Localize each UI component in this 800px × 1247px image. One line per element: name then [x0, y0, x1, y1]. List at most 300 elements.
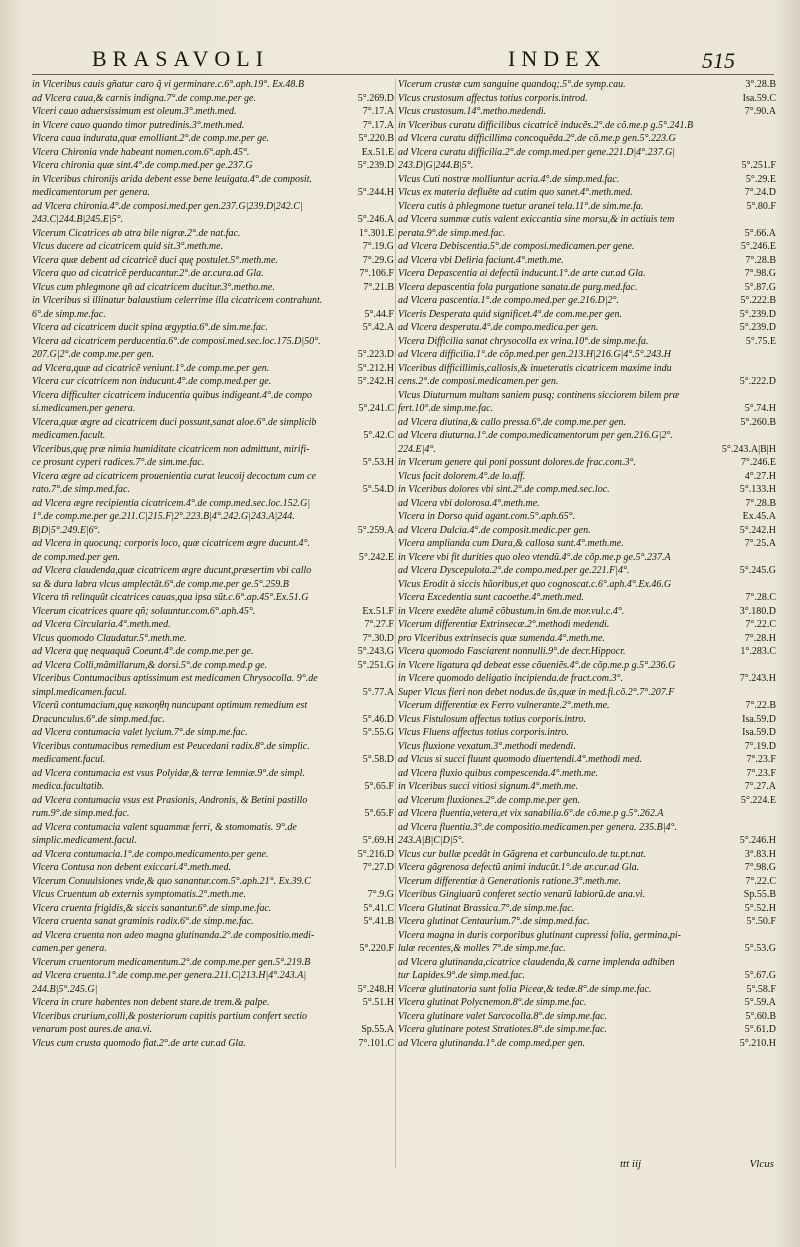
index-entry — [398, 92, 776, 106]
entry-text: rum.9°.de simp.med.fac. — [32, 808, 130, 819]
entry-reference: 5°.223.D — [357, 349, 394, 360]
index-entry — [398, 794, 776, 808]
index-entry — [398, 146, 776, 160]
entry-reference: Ex.51.E — [361, 146, 394, 158]
entry-text: ad Vlcera Debiscentia.5°.de composi.medicamen.per gene. — [398, 241, 635, 252]
entry-text: ad Vlcera vbi dolorosa.4°.meth.me. — [398, 497, 540, 509]
index-entry — [398, 362, 776, 376]
index-entry — [32, 888, 394, 902]
index-entry — [32, 200, 394, 214]
index-entry — [398, 254, 776, 268]
index-column-left — [32, 78, 394, 1050]
index-entry — [32, 564, 394, 578]
entry-reference: Ex.51.F — [362, 605, 394, 617]
entry-text: in Vlcere ligatura qd debeat esse cõueniẽs.4°.de cõp.me.p g.5°.236.G — [398, 659, 676, 671]
entry-text: Vlcera cutis à phlegmone tuetur aranei tela.11°.de sim.me.fa. — [398, 200, 644, 212]
entry-text: in Vlcere vbi fit durities quo oleo vtendũ.4°.de cõp.me.p ge.5°.237.A — [398, 551, 671, 563]
entry-text: si.medicamen.per genera. — [32, 403, 136, 414]
entry-reference: 7°.243.H — [739, 673, 776, 684]
entry-reference: 5°.58.F — [746, 983, 776, 995]
entry-reference: 5°.51.H — [362, 997, 394, 1008]
index-entry — [32, 929, 394, 943]
entry-text: Vlcus crustosum affectus totius corporis.introd. — [398, 92, 588, 104]
entry-text: in Vlceribus curatu difficilibus cicatricẽ inducẽs.2°.de cõ.me.p g.5°.241.B — [398, 119, 694, 131]
entry-text: camen.per genera. — [32, 943, 107, 954]
index-entry — [32, 848, 394, 862]
entry-reference: Sp.55.A — [361, 1024, 394, 1035]
entry-reference: 7°.27.A — [744, 781, 776, 792]
index-entry — [398, 551, 776, 565]
entry-text: Vlcera in crure habentes non debent stare.de trem.& palpe. — [32, 997, 270, 1008]
entry-text: venarum post aures.de ana.vi. — [32, 1024, 153, 1035]
index-entry — [32, 294, 394, 308]
entry-text: ad Vlcera glutinanda,cicatrice claudenda,& carne implenda adhiben — [398, 956, 675, 968]
index-entry — [32, 321, 394, 335]
entry-text: in Vlceribus chironijs arida debent esse bene leuigata.4°.de composit. — [32, 173, 312, 185]
index-entry — [398, 524, 776, 538]
entry-text: Vlcera glutinare valet Sarcocolla.8°.de simp.me.fac. — [398, 1010, 608, 1022]
entry-text: ad Vlcera contumacia valet lycium.7°.de simp.me.fac. — [32, 727, 248, 738]
entry-text: Vlcerum Conuulsiones vnde,& quo sanantur.com.5°.aph.21°. Ex.39.C — [32, 875, 311, 887]
entry-text: Vlcerũ contumacium,quę κακοηθη nuncupant optimum remedium est — [32, 700, 308, 711]
entry-reference: 5°.59.A — [744, 997, 776, 1008]
entry-reference: 5°.251.G — [357, 659, 394, 671]
entry-reference: 5°.220.B — [358, 133, 394, 144]
index-entry — [398, 173, 776, 187]
entry-reference: 5°.243.A|B|H — [721, 443, 776, 455]
entry-reference: 5°.239.D — [739, 308, 776, 320]
entry-text: in Vlceribus succi vitiosi signum.4°.meth.me. — [398, 781, 579, 792]
index-entry — [398, 996, 776, 1010]
index-entry — [398, 281, 776, 295]
index-entry — [398, 335, 776, 349]
index-entry — [398, 105, 776, 119]
entry-text: Vlcerum Cicatrices ab atra bile nigræ.2°.de nat.fac. — [32, 227, 241, 239]
entry-reference: 5°.60.B — [745, 1010, 776, 1022]
entry-reference: 7°.22.C — [745, 619, 776, 630]
index-entry — [32, 537, 394, 551]
entry-text: Vlcera in Dorso quid agant.com.5°.aph.65°. — [398, 511, 576, 522]
entry-text: ad Vlcera claudenda,quæ cicatricem ægre ducunt,præsertim vbi callo — [32, 565, 312, 576]
index-entry — [32, 902, 394, 916]
index-entry — [32, 105, 394, 119]
entry-text: Vlcera Glutinat Brassica.7°.de simp.me.fac. — [398, 902, 575, 914]
entry-reference: 7°.98.G — [744, 268, 776, 279]
index-entry — [32, 470, 394, 484]
entry-reference: 5°.246.A — [357, 214, 394, 225]
entry-text: ad Vlcera contumacia vsus est Prasionis, Andronis, & Betini pastillo — [32, 794, 308, 806]
entry-text: ad Vlcera difficilia.1°.de cõp.med.per gen.213.H|216.G|4°.5°.243.H — [398, 349, 672, 360]
index-entry — [398, 416, 776, 430]
index-entry — [32, 794, 394, 808]
entry-reference: 3°.28.B — [745, 79, 776, 90]
entry-text: ad Vlcera vbi Deliria faciunt.4°.meth.me. — [398, 254, 564, 266]
entry-reference: 5°.239.D — [357, 160, 394, 171]
index-entry — [32, 821, 394, 835]
entry-text: Super Vlcus fieri non debet nodus.de ũs,quæ in med.fi.cõ.2°.7°.207.F — [398, 686, 675, 698]
index-entry — [398, 510, 776, 524]
index-entry — [32, 605, 394, 619]
index-entry — [32, 983, 394, 997]
entry-text: Vlcus quomodo Claudatur.5°.meth.me. — [32, 632, 187, 644]
entry-reference: 7°.27.F — [364, 619, 394, 630]
entry-reference: 5°.65.F — [364, 781, 394, 792]
entry-text: Vlcera ad cicatricem ducit spina ægyptia.6°.de sim.me.fac. — [32, 322, 268, 333]
entry-reference: 7°.29.G — [362, 254, 394, 266]
entry-reference: 3°.180.D — [739, 605, 776, 617]
index-entry — [32, 402, 394, 416]
entry-reference: 7°.24.D — [744, 187, 776, 198]
entry-text: ad Vlcera in quocunq; corporis loco, quæ cicatricem ægre ducunt.4°. — [32, 538, 311, 549]
entry-text: de comp.med.per gen. — [32, 551, 121, 563]
index-entry — [398, 645, 776, 659]
index-entry — [398, 929, 776, 943]
entry-reference: 5°.244.H — [357, 187, 394, 198]
index-entry — [398, 1037, 776, 1051]
index-entry — [398, 456, 776, 470]
index-entry — [32, 699, 394, 713]
entry-reference: 5°.42.A — [362, 322, 394, 333]
index-entry — [32, 969, 394, 983]
entry-text: Vlcera quo ad cicatricẽ perducantur.2°.de ar.cura.ad Gla. — [32, 268, 264, 279]
entry-reference: 7°.90.A — [744, 106, 776, 117]
entry-text: ad Vlcera chironia.4°.de composi.med.per gen.237.G|239.D|242.C| — [32, 200, 303, 212]
index-entry — [398, 1010, 776, 1024]
entry-text: ad Vlcus si succi fluunt quomodo diuertendi.4°.methodi med. — [398, 754, 642, 765]
index-entry — [32, 375, 394, 389]
entry-reference: 1°.301.E — [358, 227, 394, 239]
entry-reference: 5°.260.B — [740, 416, 776, 428]
index-entry — [32, 254, 394, 268]
entry-reference: 7°.23.F — [746, 754, 776, 765]
entry-reference: Isa.59.C — [742, 92, 776, 104]
entry-text: rato.7°.de simp.med.fac. — [32, 484, 130, 495]
entry-reference: 5°.29.E — [745, 173, 776, 185]
index-entry — [32, 956, 394, 970]
entry-reference: 5°.242.E — [358, 551, 394, 563]
index-entry — [32, 429, 394, 443]
index-entry — [32, 915, 394, 929]
entry-reference: 5°.74.H — [744, 403, 776, 414]
index-entry — [398, 564, 776, 578]
entry-text: Vlceribus difficillimis,callosis,& inueteratis cicatricem maxime indu — [398, 362, 672, 374]
entry-text: Vlcera cur cicatricem non inducunt.4°.de comp.med.per ge. — [32, 376, 272, 387]
entry-text: sa & dura labra vlcus amplectãt.6°.de comp.me.per ge.5°.259.B — [32, 578, 289, 590]
entry-text: Vlcera Excedentia sunt cacoethe.4°.meth.med. — [398, 592, 584, 603]
entry-text: lulæ recentes,& molles 7°.de simp.me.fac. — [398, 943, 566, 954]
entry-text: Vlcera Difficilia sanat chrysocolla ex vrina.10°.de simp.me.fa. — [398, 335, 649, 347]
entry-text: Vlcera ad cicatricem perducentia.6°.de composi.med.sec.loc.175.D|50°. — [32, 335, 321, 347]
entry-reference: 5°.42.C — [363, 430, 394, 441]
entry-reference: 7°.22.C — [745, 875, 776, 887]
entry-text: ad Vlcera quę nequaquã Coeunt.4°.de comp.me.per ge. — [32, 646, 254, 657]
entry-text: perata.9°.de simp.med.fac. — [398, 227, 506, 239]
entry-reference: 5°.80.F — [746, 200, 776, 212]
entry-reference: 7°.28.H — [744, 632, 776, 644]
index-entry — [398, 902, 776, 916]
signature-mark: ttt iij — [620, 1158, 642, 1170]
entry-text: Vlcus cum crusta quomodo fiat.2°.de arte cur.ad Gla. — [32, 1037, 246, 1049]
entry-reference: 5°.241.C — [358, 403, 394, 414]
entry-text: ad Vlcerum fluxiones.2°.de comp.me.per gen. — [398, 794, 581, 806]
entry-text: Vlcus ex materia defluẽte ad cutim quo sanet.4°.meth.med. — [398, 187, 633, 198]
index-entry — [398, 308, 776, 322]
entry-text: in Vlcere exedẽte alumẽ cõbustum.in 6m.de mor.vul.c.4°. — [398, 605, 625, 617]
index-entry — [398, 78, 776, 92]
entry-reference: 5°.220.F — [359, 943, 394, 954]
index-entry — [398, 240, 776, 254]
entry-reference: 3°.83.H — [744, 848, 776, 860]
index-entry — [32, 389, 394, 403]
entry-text: ad Vlcera fluentia.3°.de compositio.medicamen.per genera. 235.B|4°. — [398, 821, 678, 833]
index-entry — [398, 227, 776, 241]
index-entry — [32, 659, 394, 673]
index-entry — [32, 159, 394, 173]
entry-text: fert.10°.de simp.me.fac. — [398, 403, 494, 414]
entry-text: medicamentorum per genera. — [32, 187, 151, 198]
entry-reference: 5°.77.A — [362, 686, 394, 698]
index-entry — [32, 173, 394, 187]
entry-reference: 5°.46.D — [362, 713, 394, 725]
page-footer — [398, 1158, 776, 1174]
index-entry — [398, 821, 776, 835]
entry-reference: 7°.19.G — [362, 241, 394, 252]
index-entry — [398, 1023, 776, 1037]
entry-text: Vlcus Erodit à siccis hũoribus,et quo cognoscat.c.6°.aph.4°.Ex.46.G — [398, 578, 672, 590]
index-entry — [32, 335, 394, 349]
index-entry — [398, 294, 776, 308]
entry-text: in Vlceribus cauis gñatur caro q̃ vi germinare.c.6°.aph.19°. Ex.48.B — [32, 79, 304, 90]
index-entry — [398, 834, 776, 848]
entry-text: Vlcera cruenta frigidis,& siccis sanantur.6°.de simp.me.fac. — [32, 902, 272, 914]
entry-reference: 5°.58.D — [362, 754, 394, 765]
header-rule — [32, 74, 774, 75]
entry-text: Vlcera magna in duris corporibus glutinant cupressi folia, germina,pi- — [398, 929, 681, 941]
index-entry — [398, 119, 776, 133]
entry-reference: Isa.59.D — [742, 713, 776, 725]
entry-text: 1°.de comp.me.per ge.211.C|215.F|2°.223.B|4°.242.G|243.A|244. — [32, 511, 295, 522]
index-entry — [32, 308, 394, 322]
index-entry — [32, 524, 394, 538]
entry-text: Vlcera amplianda cum Dura,& callosa sunt.4°.meth.me. — [398, 538, 624, 549]
index-entry — [398, 267, 776, 281]
index-entry — [398, 632, 776, 646]
entry-reference: 7°.246.E — [740, 457, 776, 468]
entry-reference: 5°.41.B — [363, 916, 394, 927]
entry-text: ad Vlcera contumacia valent squammæ ferri, & stomomatis. 9°.de — [32, 821, 297, 833]
entry-reference: 5°.67.G — [744, 970, 776, 981]
entry-reference: 5°.243.G — [357, 646, 394, 657]
index-column-right — [398, 78, 776, 1050]
index-entry — [398, 915, 776, 929]
index-entry — [32, 1037, 394, 1051]
index-entry — [398, 983, 776, 997]
entry-text: 244.B|5°.245.G| — [32, 983, 98, 995]
entry-text: Vlcera Chironia vnde habeant nomen.com.6°.aph.45°. — [32, 146, 250, 158]
index-entry — [32, 618, 394, 632]
index-entry — [398, 888, 776, 902]
entry-text: Vlcerum differentiæ à Generationis ratione.3°.meth.me. — [398, 875, 622, 887]
index-entry — [398, 375, 776, 389]
index-entry — [32, 672, 394, 686]
entry-reference: 7°.27.D — [362, 862, 394, 873]
entry-text: ad Vlcera contumacia est vsus Polyidæ,& terræ lemniæ.9°.de simpl. — [32, 767, 305, 779]
entry-text: 243.C|244.B|245.E|5°. — [32, 214, 124, 225]
entry-text: Vlcus cum phlegmone qñ ad cicatricem ducitur.3°.metho.me. — [32, 281, 275, 293]
entry-text: Vlcera tñ relinquũt cicatrices cauas,qua ipsa sũt.c.6°.ap.45°.Ex.51.G — [32, 592, 309, 603]
index-entry — [32, 686, 394, 700]
index-entry — [32, 578, 394, 592]
entry-text: Vlceri cauo aduersissimum est oleum.3°.meth.med. — [32, 106, 237, 117]
entry-reference: 5°.224.E — [740, 794, 776, 806]
entry-text: Vlcera Depascentia ai defectũ inducunt.1°.de arte cur.ad Gla. — [398, 268, 646, 279]
entry-reference: 5°.269.D — [357, 92, 394, 104]
index-entry — [32, 1010, 394, 1024]
entry-text: Vlcerum differentiæ ex Ferro vulnerante.2°.meth.me. — [398, 700, 610, 711]
index-entry — [398, 186, 776, 200]
entry-text: Vlcera glutinat Polycnemon.8°.de simp.me.fac. — [398, 997, 587, 1008]
entry-text: Vlcus Fluens affectus totius corporis.intro. — [398, 727, 569, 738]
entry-text: Vlcus cur bullæ pcedãt in Gãgrena et carbunculo.de tu.pt.nat. — [398, 848, 646, 860]
entry-text: Vlcera depascentia fola purgatione sanata.de purg.med.fac. — [398, 281, 638, 293]
index-entry — [398, 389, 776, 403]
entry-reference: 5°.53.H — [362, 457, 394, 468]
entry-text: ad Vlcera caua,& carnis indigna.7°.de comp.me.per ge. — [32, 92, 256, 104]
entry-reference: 7°.19.D — [744, 740, 776, 752]
entry-reference: 7°.28.C — [745, 592, 776, 603]
entry-reference: 5°.52.H — [744, 902, 776, 914]
entry-reference: 7°.98.G — [744, 862, 776, 873]
index-entry — [398, 875, 776, 889]
entry-reference: 5°.222.B — [740, 295, 776, 306]
index-entry — [32, 483, 394, 497]
entry-reference: 5°.69.H — [362, 835, 394, 846]
entry-reference: 5°.66.A — [744, 227, 776, 239]
index-entry — [32, 753, 394, 767]
entry-text: ad Vlcera,quæ ad cicatricẽ veniunt.1°.de comp.me.per gen. — [32, 362, 270, 374]
running-title-left: BRASAVOLI — [92, 46, 270, 71]
index-entry — [32, 240, 394, 254]
index-entry — [398, 969, 776, 983]
entry-text: Vlcera Contusa non debent exiccari.4°.meth.med. — [32, 862, 231, 873]
entry-reference: Isa.59.D — [742, 727, 776, 738]
index-entry — [32, 767, 394, 781]
entry-reference: 5°.248.H — [357, 983, 394, 995]
entry-reference: 5°.133.H — [739, 484, 776, 495]
index-entry — [32, 996, 394, 1010]
index-entry — [32, 591, 394, 605]
entry-reference: 7°.17.A — [362, 119, 394, 131]
index-entry — [398, 780, 776, 794]
entry-text: simpl.medicamen.facul. — [32, 686, 127, 698]
entry-text: ad Vlcera contumacia.1°.de compo.medicamento.per gene. — [32, 848, 269, 860]
entry-text: ad Vlcera curatu difficillima concoquẽda.2°.de cõ.me.p gen.5°.223.G — [398, 133, 676, 144]
entry-text: Vlcus facit dolorem.4°.de lo.aff. — [398, 470, 526, 482]
column-gutter — [395, 78, 396, 1168]
entry-text: 243.A|B|C|D|5°. — [398, 835, 465, 846]
entry-text: 6°.de simp.me.fac. — [32, 308, 106, 320]
catchword: Vlcus — [749, 1158, 774, 1170]
entry-reference: 5°.246.E — [740, 241, 776, 252]
entry-text: ad Vlcera Dyscepulota.2°.de compo.med.per ge.221.F|4°. — [398, 565, 630, 576]
index-entry — [32, 551, 394, 565]
entry-text: Dracunculus.6°.de simp.med.fac. — [32, 713, 165, 725]
entry-text: Vlcera quomodo Fasciarent nonnulli.9°.de decr.Hippocr. — [398, 646, 626, 657]
index-entry — [32, 213, 394, 227]
entry-text: Vlcera chironia quæ sint.4°.de comp.med.per ge.237.G — [32, 160, 253, 171]
entry-text: ad Vlcera fluentia,vetera,et vix sanabilia.6°.de cõ.me.p g.5°.262.A — [398, 808, 664, 819]
entry-reference: 4°.27.H — [744, 470, 776, 482]
entry-text: Vlcerum cruentorum medicamentum.2°.de comp.me.per gen.5°.219.B — [32, 956, 311, 968]
entry-reference: Sp.55.B — [743, 889, 776, 900]
index-entry — [398, 848, 776, 862]
entry-text: 243.D|G|244.B|5°. — [398, 160, 474, 171]
entry-text: Vlcera,quæ ægre ad cicatricem duci possunt,sanat aloe.6°.de simplicib — [32, 416, 317, 428]
entry-text: Vlcera caua indurata,quæ emolliant.2°.de comp.me.per ge. — [32, 133, 270, 144]
index-entry — [32, 92, 394, 106]
index-entry — [32, 443, 394, 457]
entry-text: Vlceribus,quę præ nimia humiditate cicatricem non admittunt, mirifi- — [32, 443, 310, 455]
entry-text: ad Vlcera Colli,mãmillarum,& dorsi.5°.de comp.med.p ge. — [32, 659, 268, 671]
entry-reference: 5°.53.G — [744, 943, 776, 954]
entry-text: Vlcera cruenta sanat graminis radix.6°.de simp.me.fac. — [32, 916, 254, 927]
index-entry — [398, 956, 776, 970]
index-entry — [398, 497, 776, 511]
entry-text: ad Vlcera summæ cutis valent exiccantia sine morsu,& in actiuis tem — [398, 214, 675, 225]
index-entry — [398, 132, 776, 146]
index-entry — [398, 429, 776, 443]
entry-reference: 7°.22.B — [745, 700, 776, 711]
entry-reference: 7°.17.A — [362, 106, 394, 117]
index-entry — [398, 659, 776, 673]
entry-text: medicamen.facult. — [32, 430, 106, 441]
entry-reference: 5°.239.D — [739, 322, 776, 333]
index-entry — [398, 942, 776, 956]
index-entry — [398, 321, 776, 335]
entry-text: ad Vlcera cruenta.1°.de comp.me.per genera.211.C|213.H|4°.243.A| — [32, 970, 307, 981]
entry-text: Vlcus Cuti nostræ molliuntur acria.4°.de simp.med.fac. — [398, 173, 620, 185]
entry-reference: 5°.50.F — [746, 916, 776, 927]
index-entry — [32, 632, 394, 646]
entry-reference: 5°.87.G — [744, 281, 776, 293]
index-entry — [32, 834, 394, 848]
entry-text: cens.2°.de composi.medicamen.per gen. — [398, 376, 559, 387]
entry-text: Vlceribus Contumacibus aptissimum est medicamen Chrysocolla. 9°.de — [32, 673, 318, 684]
entry-reference: 5°.44.F — [364, 308, 394, 320]
index-entry — [398, 578, 776, 592]
index-entry — [398, 402, 776, 416]
entry-text: in Vlcere quomodo deligatio incipienda.de fract.com.3°. — [398, 673, 623, 684]
entry-reference: 5°.222.D — [739, 376, 776, 387]
index-entry — [398, 605, 776, 619]
index-entry — [398, 618, 776, 632]
index-entry — [32, 1023, 394, 1037]
entry-reference: 5°.251.F — [741, 160, 776, 171]
index-entry — [398, 483, 776, 497]
entry-reference: 7°.101.C — [358, 1037, 394, 1049]
entry-text: pro Vlceribus extrinsecis quæ sumenda.4°.meth.me. — [398, 632, 605, 644]
entry-reference: 7°.23.F — [746, 767, 776, 779]
entry-reference: 5°.54.D — [362, 484, 394, 495]
entry-text: Vlcera difficulter cicatricem inducentia quibus indigeant.4°.de compo — [32, 389, 313, 401]
index-entry — [398, 537, 776, 551]
index-entry — [398, 726, 776, 740]
index-entry — [32, 713, 394, 727]
index-entry — [398, 348, 776, 362]
entry-text: ad Vlcera fluxio quibus compescenda.4°.meth.me. — [398, 767, 599, 779]
entry-text: Vlcus ducere ad cicatricem quid sit.3°.meth.me. — [32, 241, 224, 252]
entry-text: ad Vlcera cruenta non adeo magna glutinanda.2°.de compositio.medi- — [32, 929, 315, 941]
